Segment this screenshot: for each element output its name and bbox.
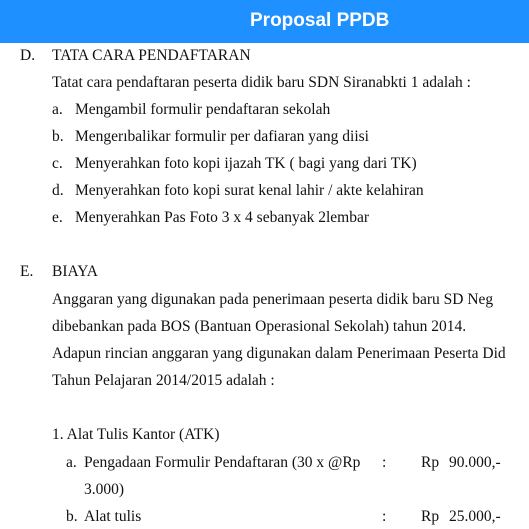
paragraph-line: Anggaran yang digunakan pada penerimaan peserta didik baru SD Neg bbox=[52, 291, 494, 308]
cost-item-marker: b. bbox=[66, 508, 78, 525]
section-d-label: D. bbox=[20, 47, 36, 64]
list-item-marker: d. bbox=[52, 182, 64, 199]
header-title: Proposal PPDB bbox=[250, 10, 390, 31]
cost-item-colon: : bbox=[382, 454, 387, 471]
cost-item-colon: : bbox=[382, 508, 387, 525]
paragraph-line: dibebankan pada BOS (Bantuan Operasional Sekolah) tahun 2014. bbox=[52, 318, 467, 335]
header-banner bbox=[0, 0, 529, 43]
list-item-marker: c. bbox=[52, 155, 63, 172]
list-item-marker: e. bbox=[52, 209, 63, 226]
cost-item-text: Alat tulis bbox=[84, 508, 142, 525]
list-item-marker: a. bbox=[52, 101, 63, 118]
list-item: Mengerıbalikar formulir per dafiaran yang diisi bbox=[75, 128, 369, 145]
list-item-marker: b. bbox=[52, 128, 64, 145]
cost-item-marker: a. bbox=[66, 454, 77, 471]
paragraph-line: Tahun Pelajaran 2014/2015 adalah : bbox=[52, 372, 275, 389]
cost-item-currency: Rp bbox=[421, 508, 440, 525]
list-item: Menyerahkan foto kopi surat kenal lahir / akte kelahiran bbox=[75, 182, 424, 199]
list-item: Mengambil formulir pendaftaran sekolah bbox=[75, 101, 331, 118]
cost-list-heading: 1. Alat Tulis Kantor (ATK) bbox=[52, 426, 220, 443]
cost-item-amount: 90.000,- bbox=[449, 454, 501, 471]
cost-item-amount: 25.000,- bbox=[449, 508, 501, 525]
list-item: Menyerahkan Pas Foto 3 x 4 sebanyak 2lembar bbox=[75, 209, 370, 226]
cost-item-currency: Rp bbox=[421, 454, 440, 471]
section-d-intro: Tatat cara pendaftaran peserta didik baru SDN Siranabkti 1 adalah : bbox=[52, 74, 471, 91]
cost-item-continuation: 3.000) bbox=[84, 481, 125, 498]
section-e-label: E. bbox=[20, 263, 34, 280]
section-e-heading: BIAYA bbox=[52, 263, 98, 280]
paragraph-line: Adapun rincian anggaran yang digunakan dalam Penerimaan Peserta Did bbox=[52, 345, 506, 362]
cost-item-text: Pengadaan Formulir Pendaftaran (30 x @Rp bbox=[84, 454, 361, 471]
section-d-heading: TATA CARA PENDAFTARAN bbox=[52, 47, 251, 64]
list-item: Menyerahkan foto kopi ijazah TK ( bagi yang dari TK) bbox=[75, 155, 417, 172]
